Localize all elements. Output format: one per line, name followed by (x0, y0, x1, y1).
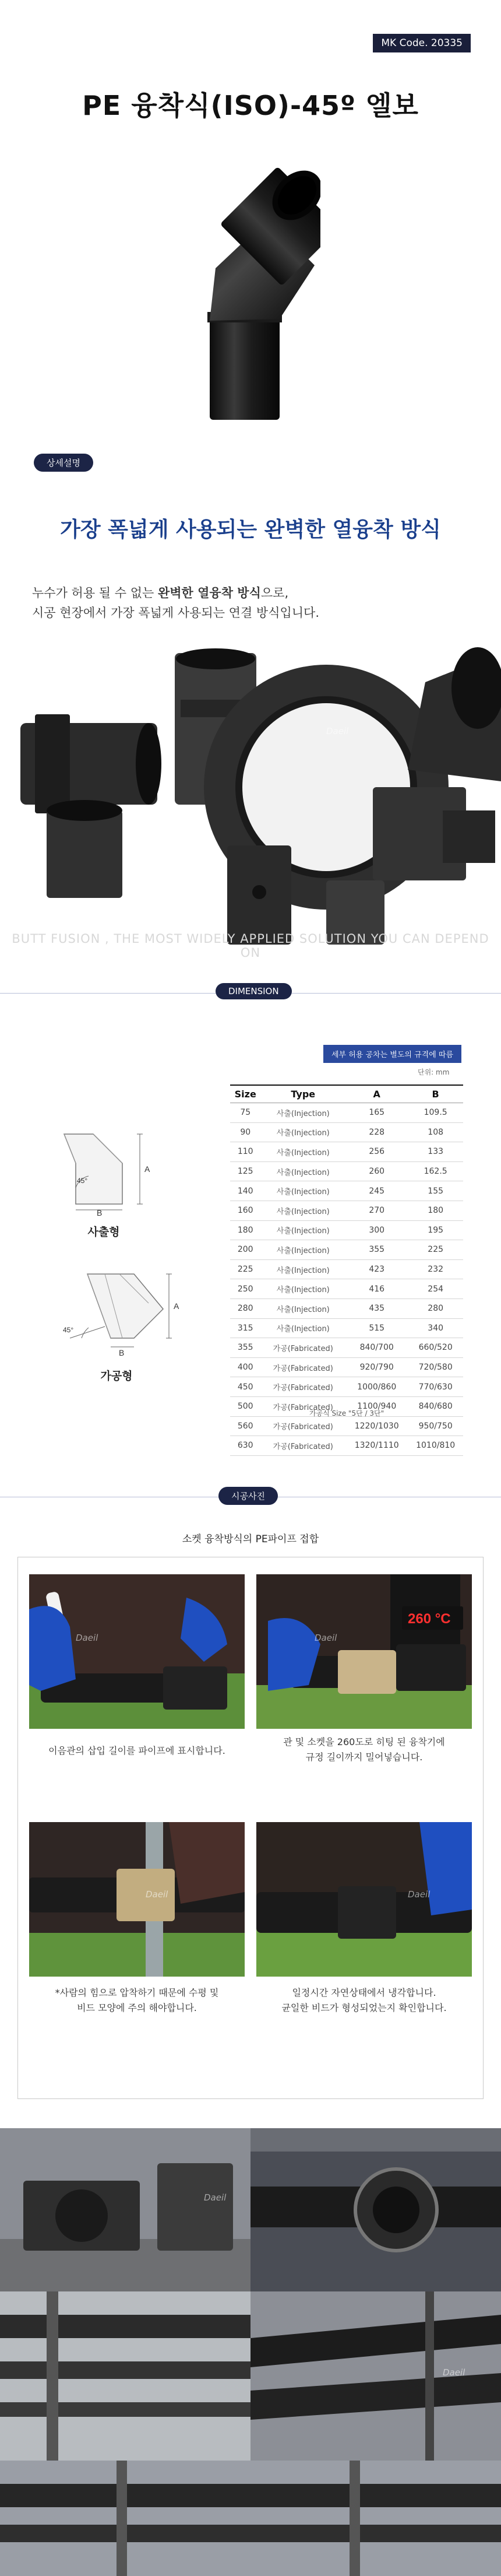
b-cell: 155 (408, 1181, 463, 1201)
size-cell: 250 (230, 1279, 260, 1299)
size-cell: 280 (230, 1298, 260, 1318)
dimension-b-label: B (119, 1348, 125, 1357)
product-title: PE 융착식(ISO)-45º 엘보 (82, 90, 419, 121)
watermark-logo: Daeil (443, 2367, 465, 2378)
a-cell: 1000/860 (345, 1377, 408, 1397)
elbow-product-image (181, 166, 320, 423)
construction-photos-pill: 시공사진 (218, 1487, 278, 1505)
watermark-logo: Daeil (326, 726, 349, 736)
table-header-row (230, 1085, 463, 1103)
table-row (230, 1436, 463, 1456)
temperature-label: 260 °C (408, 1611, 451, 1627)
table-row (230, 1259, 463, 1279)
b-cell: 225 (408, 1240, 463, 1260)
size-cell: 450 (230, 1377, 260, 1397)
construction-title: 소켓 융착방식의 PE파이프 접합 (182, 1533, 319, 1545)
product-code-badge: MK Code. 20335 (373, 34, 471, 52)
a-cell: 256 (345, 1142, 408, 1162)
size-cell: 400 (230, 1357, 260, 1377)
section-description (32, 583, 358, 623)
b-cell: 770/630 (408, 1377, 463, 1397)
watermark-logo: Daeil (204, 2192, 227, 2203)
type-cell: 사출(Injection) (260, 1103, 345, 1123)
size-cell: 110 (230, 1142, 260, 1162)
column-header: Type (260, 1085, 345, 1103)
site-photo-flange (250, 2128, 501, 2291)
b-cell: 180 (408, 1201, 463, 1220)
type-cell: 사출(Injection) (260, 1122, 345, 1142)
type-cell: 사출(Injection) (260, 1201, 345, 1220)
dimension-b-label: B (97, 1208, 103, 1216)
a-cell: 355 (345, 1240, 408, 1260)
type-cell: 가공(Fabricated) (260, 1396, 345, 1416)
caption-line: 관 및 소켓을 260도로 히팅 된 융착기에 (283, 1736, 445, 1747)
size-cell: 180 (230, 1220, 260, 1240)
size-cell: 630 (230, 1436, 260, 1456)
b-cell: 195 (408, 1220, 463, 1240)
table-row (230, 1142, 463, 1162)
table-row (230, 1377, 463, 1397)
type-cell: 사출(Injection) (260, 1161, 345, 1181)
section-caption: BUTT FUSION , THE MOST WIDELY APPLIED SOLUTION YOU CAN DEPEND ON (12, 932, 489, 960)
type-cell: 사출(Injection) (260, 1279, 345, 1299)
b-cell: 254 (408, 1279, 463, 1299)
size-cell: 200 (230, 1240, 260, 1260)
type-cell: 가공(Fabricated) (260, 1338, 345, 1358)
column-header: B (408, 1085, 463, 1103)
fabricated-type-drawing (47, 1262, 186, 1361)
type-cell: 사출(Injection) (260, 1318, 345, 1338)
a-cell: 245 (345, 1181, 408, 1201)
caption-line: *사람의 힘으로 압착하기 때문에 수평 및 (55, 1987, 219, 1998)
injection-type-drawing (52, 1122, 181, 1216)
desc-bold-text: 완벽한 열융착 방식 (157, 586, 261, 600)
step3-pressing-photo (29, 1822, 245, 1977)
caption-line: 이음관의 삽입 길이를 파이프에 표시합니다. (48, 1745, 225, 1756)
table-row (230, 1338, 463, 1358)
a-cell: 515 (345, 1318, 408, 1338)
watermark-logo: Daeil (408, 1889, 431, 1900)
detail-section-pill: 상세설명 (34, 454, 93, 472)
a-cell: 1220/1030 (345, 1416, 408, 1436)
b-cell: 720/580 (408, 1357, 463, 1377)
b-cell: 340 (408, 1318, 463, 1338)
b-cell: 280 (408, 1298, 463, 1318)
table-row (230, 1298, 463, 1318)
b-cell: 232 (408, 1259, 463, 1279)
a-cell: 1100/940 (345, 1396, 408, 1416)
desc-text: 시공 현장에서 가장 폭넓게 사용되는 연결 방식입니다. (32, 606, 320, 620)
a-cell: 1320/1110 (345, 1436, 408, 1456)
step2-heating-photo (256, 1574, 472, 1729)
column-header: Size (230, 1085, 260, 1103)
b-cell: 660/520 (408, 1338, 463, 1358)
step3-caption (26, 1985, 248, 2016)
dimension-a-label: A (174, 1301, 179, 1311)
size-cell: 560 (230, 1416, 260, 1436)
table-row (230, 1220, 463, 1240)
a-cell: 270 (345, 1201, 408, 1220)
type-cell: 가공(Fabricated) (260, 1377, 345, 1397)
size-cell: 125 (230, 1161, 260, 1181)
type-cell: 사출(Injection) (260, 1181, 345, 1201)
a-cell: 228 (345, 1122, 408, 1142)
pipe-fittings-photo (0, 636, 501, 950)
table-row (230, 1357, 463, 1377)
desc-text: 으로, (260, 586, 289, 600)
caption-line: 비드 모양에 주의 해야합니다. (77, 2002, 197, 2013)
type-cell: 사출(Injection) (260, 1298, 345, 1318)
type-cell: 사출(Injection) (260, 1259, 345, 1279)
b-cell: 1010/810 (408, 1436, 463, 1456)
size-cell: 355 (230, 1338, 260, 1358)
size-cell: 225 (230, 1259, 260, 1279)
table-row (230, 1318, 463, 1338)
injection-type-label: 사출형 (87, 1226, 120, 1238)
type-cell: 가공(Fabricated) (260, 1416, 345, 1436)
size-cell: 160 (230, 1201, 260, 1220)
table-row (230, 1240, 463, 1260)
a-cell: 165 (345, 1103, 408, 1123)
type-cell: 가공(Fabricated) (260, 1436, 345, 1456)
step1-marking-photo (29, 1574, 245, 1729)
b-cell: 108 (408, 1122, 463, 1142)
table-row (230, 1122, 463, 1142)
step2-caption (253, 1735, 475, 1765)
angle-label: 45° (63, 1326, 74, 1334)
b-cell: 950/750 (408, 1416, 463, 1436)
watermark-logo: Daeil (76, 1633, 98, 1643)
type-cell: 사출(Injection) (260, 1240, 345, 1260)
a-cell: 435 (345, 1298, 408, 1318)
table-row (230, 1279, 463, 1299)
dimension-a-label: A (144, 1164, 150, 1174)
b-cell: 840/680 (408, 1396, 463, 1416)
angle-label: 45° (77, 1177, 88, 1185)
column-header: A (345, 1085, 408, 1103)
a-cell: 920/790 (345, 1357, 408, 1377)
tolerance-note: 세부 허용 공차는 별도의 규격에 따름 (323, 1045, 461, 1063)
watermark-logo: Daeil (315, 1633, 337, 1643)
step4-caption (253, 1985, 475, 2016)
fabricated-type-label: 가공형 (100, 1370, 133, 1382)
caption-line: 일정시간 자연상태에서 냉각합니다. (292, 1987, 436, 1998)
type-cell: 사출(Injection) (260, 1220, 345, 1240)
size-cell: 315 (230, 1318, 260, 1338)
type-cell: 가공(Fabricated) (260, 1357, 345, 1377)
site-photo-factory (0, 2128, 250, 2291)
section-headline: 가장 폭넓게 사용되는 완벽한 열융착 방식 (60, 518, 441, 542)
a-cell: 423 (345, 1259, 408, 1279)
a-cell: 840/700 (345, 1338, 408, 1358)
table-row (230, 1103, 463, 1123)
dimension-table (230, 1085, 463, 1456)
table-row (230, 1416, 463, 1436)
size-cell: 90 (230, 1122, 260, 1142)
b-cell: 133 (408, 1142, 463, 1162)
caption-line: 균일한 비드가 형성되었는지 확인합니다. (281, 2002, 447, 2013)
watermark-logo: Daeil (146, 1889, 168, 1900)
size-cell: 500 (230, 1396, 260, 1416)
b-cell: 109.5 (408, 1103, 463, 1123)
caption-line: 규정 길이까지 밀어넣습니다. (305, 1752, 423, 1763)
site-photo-installation (0, 2461, 501, 2576)
a-cell: 260 (345, 1161, 408, 1181)
size-cell: 140 (230, 1181, 260, 1201)
step4-cooling-photo (256, 1822, 472, 1977)
site-photo-ceiling (0, 2291, 250, 2461)
unit-label: 단위: mm (418, 1068, 450, 1076)
size-cell: 75 (230, 1103, 260, 1123)
dimension-pill: DIMENSION (216, 983, 292, 999)
step1-caption (26, 1743, 248, 1759)
b-cell: 162.5 (408, 1161, 463, 1181)
table-row (230, 1201, 463, 1220)
a-cell: 416 (345, 1279, 408, 1299)
table-row (230, 1181, 463, 1201)
table-footnote: 가공식 Size "5단 / 3단" (309, 1409, 384, 1417)
type-cell: 사출(Injection) (260, 1142, 345, 1162)
desc-text: 누수가 허용 될 수 없는 (32, 586, 158, 600)
table-row (230, 1161, 463, 1181)
a-cell: 300 (345, 1220, 408, 1240)
